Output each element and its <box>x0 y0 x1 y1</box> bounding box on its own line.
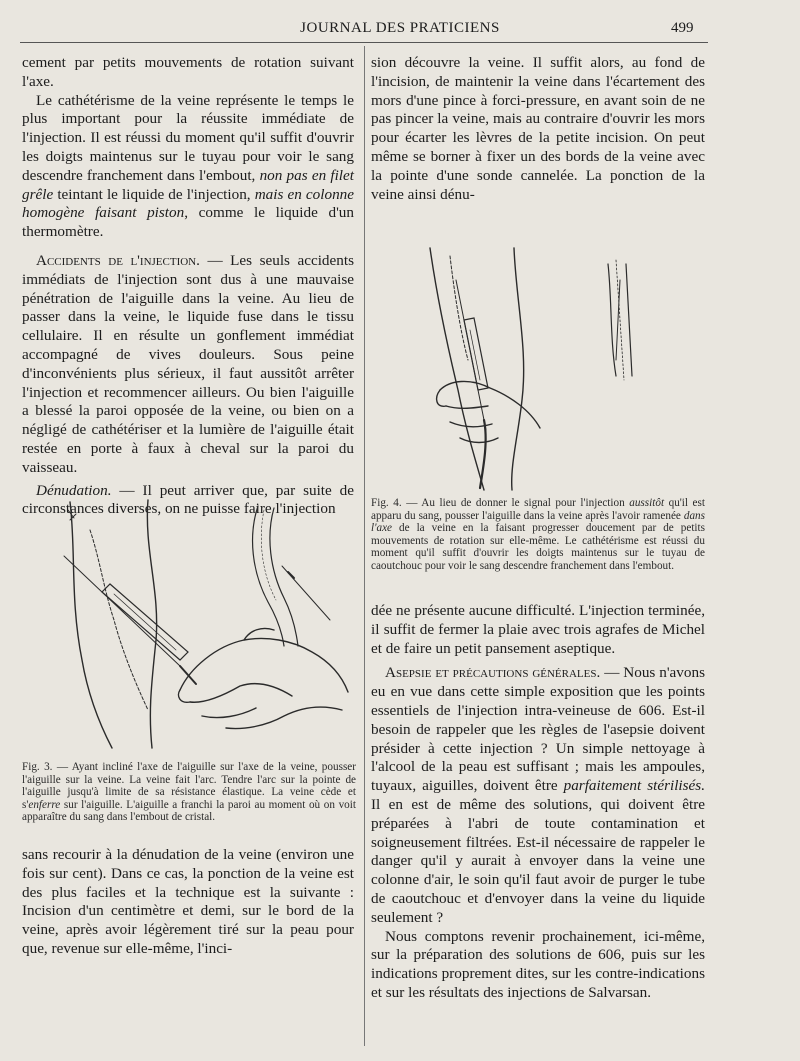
section-heading-asepsie: Asepsie et précautions générales. <box>385 664 601 682</box>
paragraph-continuation: cement par petits mouvements de rotation suivant l'axe. <box>22 54 354 90</box>
page-number: 499 <box>671 20 694 36</box>
right-column-top <box>371 54 705 204</box>
arm-outline-left <box>70 502 112 748</box>
paragraph-accidents: Accidents de l'injection. — Les seuls accidents immédiats de l'injection sont dus à une mauvaise pénétration de l'aiguille dans la veine. Au lieu de passer dans la veine, le liquide fuse dans le tissu cellulaire. Il en résulte un gonflement immédiat accompagné de vives douleurs. Sous peine d'inconvénients plus sérieux, il faut aussitôt arrêter l'injection et recommencer ailleurs. Ou bien l'aiguille a blessé la paroi opposée de la veine, ou bien on a négligé de cathétériser et la lumière de l'aiguille était restée en porte à faux à cheval sur la paroi du vaisseau. <box>22 251 354 476</box>
paragraph-incision: sion découvre la veine. Il suffit alors, au fond de l'incision, de maintenir la veine dans l'écartement des mors d'une pince à forci-pressure, en avant soin de ne pas pincer la veine, mais au contraire d'ouvrir les mors pour écarter les lèvres de la petite incision. On peut même se borner à fixer un des bords de la veine avec la pointe d'une sonde cannelée. La ponction de la veine ainsi dénu- <box>371 54 705 203</box>
right-column-bottom <box>371 602 705 1003</box>
left-column-bottom <box>22 846 354 959</box>
paragraph-asepsie: Asepsie et précautions générales. — Nous n'avons eu en vue dans cette simple exposition que les points essentiels de l'injection intra-veineuse de 606. Est-il besoin de rappeler que les règles de l'asepsie doivent présider à cette injection ? Un simple nettoyage à l'alcool de la peau est suffisant ; mais les ampoules, tuyaux, aiguilles, doivent être parfaitement stérilisés. Il en est de même des solutions, qui doivent être préparées à l'abri de toute contamination et soigneusement filtrées. Est-il nécessaire de rappeler le danger qu'il y aurait à envoyer dans la veine une colonne d'air, le soin qu'il faut avoir de purger le tube de caoutchouc et d'envoyer dans la veine du liquide seulement ? <box>371 664 705 926</box>
figure-4-illustration <box>380 240 700 494</box>
figure-3-caption: Fig. 3. — Ayant incliné l'axe de l'aiguille sur l'axe de la veine, pousser l'aiguille sur la veine. La veine fait l'arc. Tendre l'arc sur la pointe de l'aiguille jusqu'à limite de sa résistance élastique. La veine cède et s'enferre sur l'aiguille. L'aiguille a franchi la paroi au moment où on voit apparaître du sang dans l'embout de cristal. <box>22 761 356 824</box>
section-heading-denudation: Dénudation. <box>36 481 112 499</box>
column-divider <box>364 46 365 1046</box>
journal-title: JOURNAL DES PRATICIENS <box>300 20 500 36</box>
section-heading-accidents: Accidents de l'injection. <box>36 251 200 269</box>
paragraph-conclusion: Nous comptons revenir prochainement, ici-même, sur la préparation des solutions de 606, puis sur les indications proprement dites, sur les contre-indications et sur les résultats des injections de Salvarsan. <box>371 927 705 1001</box>
hand-outline <box>440 381 540 428</box>
paragraph-catheterisme: Le cathétérisme de la veine représente le temps le plus important pour la réussite immédiate de l'injection. Il est réussi du moment qu'il suffit d'ouvrir les doigts maintenus sur le tuyau pour voir le sang descendre franchement dans l'embout, non pas en filet grêle teintant le liquide de l'injection, mais en colonne homogène faisant piston, comme le liquide d'un thermomètre. <box>22 91 354 241</box>
paragraph-injection-end: dée ne présente aucune difficulté. L'injection terminée, il suffit de fermer la plaie avec trois agrafes de Michel et de faire un petit pansement aseptique. <box>371 602 705 657</box>
left-column-top <box>22 54 354 519</box>
arm-outline-right <box>512 248 524 490</box>
header-divider <box>20 42 708 43</box>
figure-4-caption: Fig. 4. — Au lieu de donner le signal pour l'injection aussitôt qu'il est apparu du sang, pousser l'aiguille dans la veine après l'avoir ramenée dans l'axe de la veine en la faisant progresser doucement par de petits mouvements de rotation sur elle-même. Le cathétérisme est réussi du moment qu'il suffit d'ouvrir les doigts maintenus sur le tuyau de caoutchouc pour voir le sang descendre franchement dans l'embout. <box>371 497 705 572</box>
figure-3-illustration <box>30 490 352 752</box>
figure-3-label: Fig. 3. <box>22 761 53 773</box>
figure-4-label: Fig. 4. <box>371 497 402 509</box>
paragraph-denudation: Dénudation. — Il peut arriver que, par suite de circonstances diverses, on ne puisse faire l'injection <box>22 481 354 518</box>
paragraph-denudation-continued: sans recourir à la dénudation de la veine (environ une fois sur cent). Dans ce cas, la ponction de la veine est des plus faciles et la technique est la suivante : Incision d'un centimètre et demi, sur le bord de la veine, après avoir légèrement tiré sur la peau pour que, revenue sur elle-même, l'inci- <box>22 846 354 957</box>
